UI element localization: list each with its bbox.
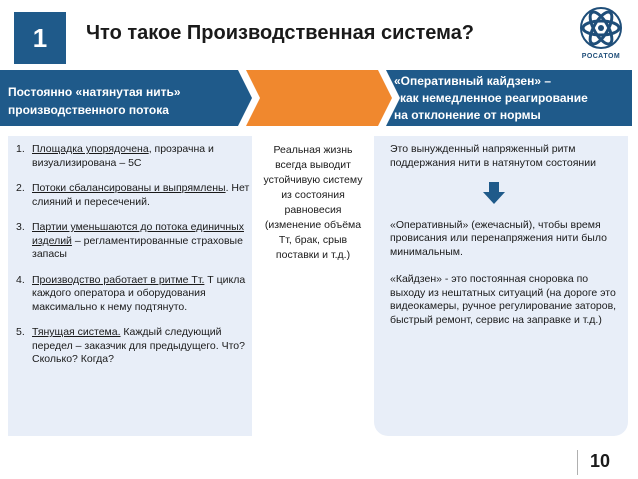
right-paragraph-2: «Оперативный» (ежечасный), чтобы время провисания или перенапряжения нити было минимальным.: [390, 218, 607, 258]
list-item: [16, 182, 250, 209]
right-paragraph-3: «Кайдзен» - это постоянная сноровка по выходу из нештатных ситуаций (на дороге это видеокамеры, ручное регулирование заторов, быстрый ремонт, сервис на заправке и т.д.): [390, 273, 617, 326]
band-right-line3: на отклонение от нормы: [394, 108, 541, 122]
list-item-text: , прозрачна и визуализирована – 5С: [32, 143, 214, 169]
rosatom-logo: [570, 4, 632, 66]
list-item: [16, 143, 250, 170]
list-number: 3.: [16, 221, 25, 233]
list-number: 1.: [16, 143, 25, 155]
list-item-text: . Нет слияний и пересечений.: [32, 182, 250, 208]
list-item-text: Каждый следующий передел – заказчик для предыдущего. Что? Сколько? Когда?: [32, 326, 245, 365]
footer-divider: [577, 450, 578, 475]
band-left-line1: Постоянно «натянутая нить»: [8, 85, 181, 99]
list-item-underlined: Площадка упорядочена: [32, 143, 149, 155]
list-number: 5.: [16, 326, 25, 338]
atom-icon: [570, 4, 632, 54]
logo-text: РОСАТОМ: [581, 53, 621, 60]
list-item: [16, 274, 250, 315]
right-text: [390, 143, 624, 337]
right-paragraph-1: Это вынужденный напряженный ритм поддержания нити в натянутом состоянии: [390, 143, 596, 169]
band-left-text: [8, 83, 248, 119]
band-right-text: [394, 73, 634, 124]
left-list: [16, 143, 250, 379]
list-item: [16, 326, 250, 367]
slide-number: 1: [32, 22, 48, 53]
middle-text: Реальная жизнь всегда выводит устойчивую систему из состояния равновесия (изменение объёма Тт, брак, срыв поставки и т.д.): [263, 144, 363, 261]
list-number: 2.: [16, 182, 25, 194]
band-right-line2: как немедленное реагирование: [400, 91, 588, 105]
down-arrow-icon: [482, 182, 506, 204]
list-item-underlined: Производство работает в ритме Тт.: [32, 273, 205, 286]
slide-number-box: [14, 12, 66, 64]
list-item-text: Т цикла каждого оператора и оборудования максимально к нему подтянуто.: [32, 273, 246, 313]
list-item-underlined: Партии уменьшаются до потока единичных изделий: [32, 221, 244, 247]
list-item: [16, 221, 250, 262]
slide-title: Что такое Производственная система?: [86, 22, 475, 44]
list-item-underlined: Потоки сбалансированы и выпрямлены: [32, 182, 226, 194]
band-right-line1: «Оперативный кайдзен» –: [394, 74, 552, 88]
list-item-underlined: Тянущая система.: [32, 326, 121, 338]
band-left-line2: производственного потока: [8, 103, 169, 117]
page-number: 10: [590, 451, 611, 471]
list-number: 4.: [16, 273, 25, 286]
list-item-text: – регламентированные страховые запасы: [32, 234, 243, 260]
